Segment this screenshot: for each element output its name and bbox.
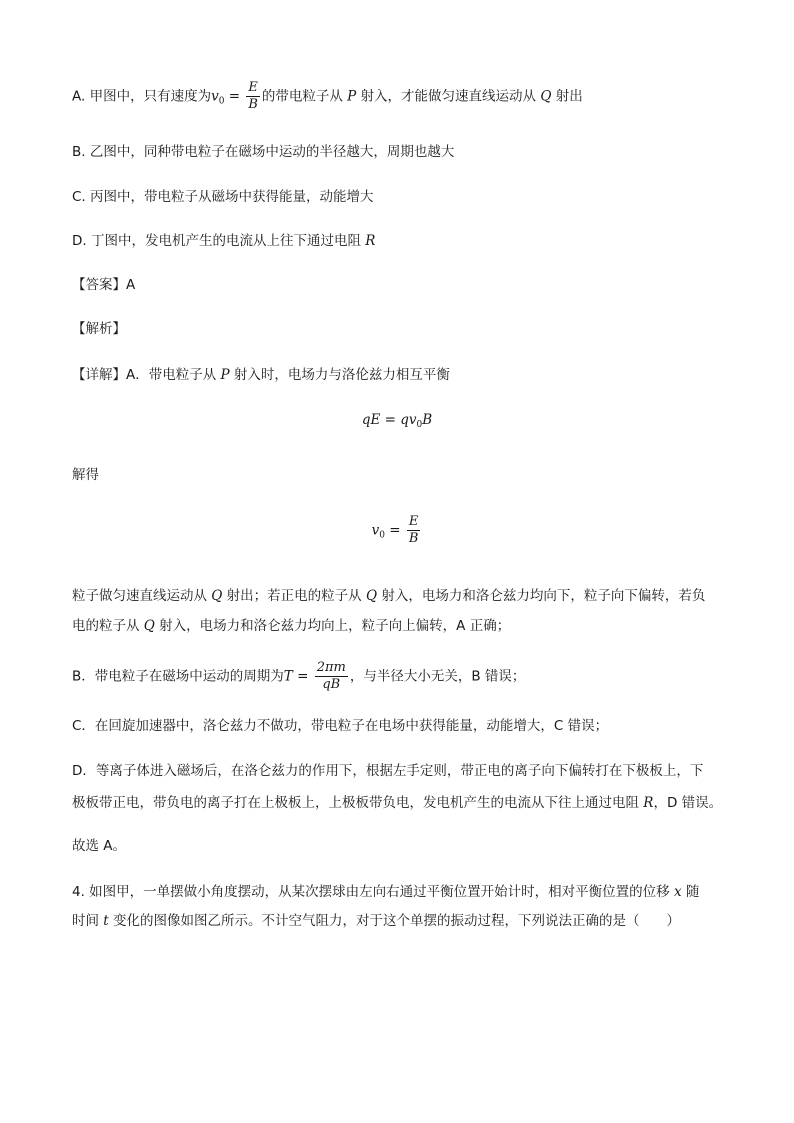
option-a-mid2: 射入，才能做匀速直线运动从 [360, 88, 537, 105]
option-c: C. 丙图中，带电粒子从磁场中获得能量，动能增大 [72, 189, 374, 205]
var-r: R [365, 233, 376, 249]
p1-t1: 粒子做匀速直线运动从 [72, 588, 212, 604]
var-v: v [211, 88, 219, 105]
p4-l2a: 极板带正电，带负电的离子打在上极板上，上极板带负电，发电机产生的电流从下往上通过电阻 [72, 795, 644, 811]
option-d [72, 231, 375, 251]
equation-v0 [0, 514, 794, 547]
subscript-0: 0 [218, 96, 225, 107]
detail-pre: 【详解】A．带电粒子从 [72, 367, 221, 383]
var-p: P [220, 367, 230, 383]
eq1-sub: 0 [416, 420, 423, 430]
var-t: T [283, 668, 293, 685]
option-a-pre: A. 甲图中，只有速度为 [72, 88, 212, 105]
answer-line [72, 275, 135, 295]
eq2-sub: 0 [379, 530, 385, 541]
var-q: Q [365, 588, 378, 604]
para1-line1 [72, 586, 705, 606]
equation-qe-qvb [0, 412, 794, 430]
var-p: P [347, 88, 357, 105]
p1-t2: 射出；若正电的粒子从 [222, 588, 366, 604]
q4-l1b: 随 [681, 884, 700, 900]
analysis-heading: 【解析】 [72, 321, 126, 337]
eq1-tail: B [422, 412, 433, 428]
var-t: t [103, 913, 109, 929]
eq2-equals: = [384, 522, 405, 539]
p1-t5: 射入，电场力和洛仑兹力均向上，粒子向上偏转，A 正确； [154, 618, 511, 634]
eq1-rhs: qv [400, 412, 417, 428]
var-x: x [673, 884, 682, 900]
jiede-label: 解得 [72, 467, 99, 483]
fraction-e-over-b [407, 514, 421, 547]
frac-num: 2πm [316, 660, 346, 675]
para1-line2 [72, 616, 510, 636]
para2 [72, 660, 525, 693]
choose-line: 故选 A。 [72, 838, 127, 854]
p1-t3: 射入，电场力和洛仑兹力均向下，粒子向下偏转，若负 [377, 588, 706, 604]
var-q: Q [143, 618, 155, 634]
q4-l2b: 变化的图像如图乙所示。不计空气阻力，对于这个单摆的振动过程，下列说法正确的是（ ） [108, 913, 681, 929]
equals: = [224, 88, 245, 105]
q4-l1a: 4. 如图甲，一单摆做小角度摆动，从某次摆球由左向右通过平衡位置开始计时，相对平衡位置的位移 [72, 884, 674, 900]
frac-den: qB [322, 677, 341, 692]
frac-den: B [408, 531, 419, 546]
para3: C．在回旋加速器中，洛仑兹力不做功，带电粒子在电场中获得能量，动能增大，C 错误； [72, 718, 609, 734]
fraction-2pim-over-qb [315, 660, 348, 693]
option-a-mid: 的带电粒子从 [261, 88, 343, 105]
question-4-line1 [72, 882, 699, 902]
question-4-line2 [72, 911, 680, 931]
detail-line [72, 365, 450, 385]
eq1-lhs: qE [361, 412, 381, 428]
option-b: B. 乙图中，同种带电粒子在磁场中运动的半径越大，周期也越大 [72, 144, 455, 160]
fraction-e-over-b [246, 80, 260, 113]
q4-l2a: 时间 [72, 913, 104, 929]
option-a-post: 射出 [555, 88, 583, 105]
answer-tag: 【答案】 [72, 277, 126, 293]
frac-num: E [408, 514, 419, 529]
p1-t4: 电的粒子从 [72, 618, 144, 634]
p4-l2b: ，D 错误。 [653, 795, 723, 811]
p2-pre: B．带电粒子在磁场中运动的周期为 [72, 668, 284, 685]
p2-post: ，与半径大小无关，B 错误； [349, 668, 526, 685]
answer-value: A [126, 277, 136, 293]
var-r: R [643, 795, 654, 811]
frac-den: B [248, 97, 258, 112]
eq1-equals: = [380, 412, 401, 428]
option-a [72, 80, 583, 113]
p2-equals: = [292, 668, 313, 685]
para4-line1: D．等离子体进入磁场后，在洛仑兹力的作用下，根据左手定则，带正电的离子向下偏转打在下极板上，下 [72, 763, 704, 779]
option-d-text: D. 丁图中，发电机产生的电流从上往下通过电阻 [72, 233, 366, 249]
var-q: Q [211, 588, 223, 604]
para4-line2 [72, 793, 722, 813]
var-q: Q [540, 88, 552, 105]
eq2-lhs: v [371, 522, 380, 539]
frac-num: E [248, 80, 258, 95]
detail-post: 射入时，电场力与洛伦兹力相互平衡 [229, 367, 450, 383]
